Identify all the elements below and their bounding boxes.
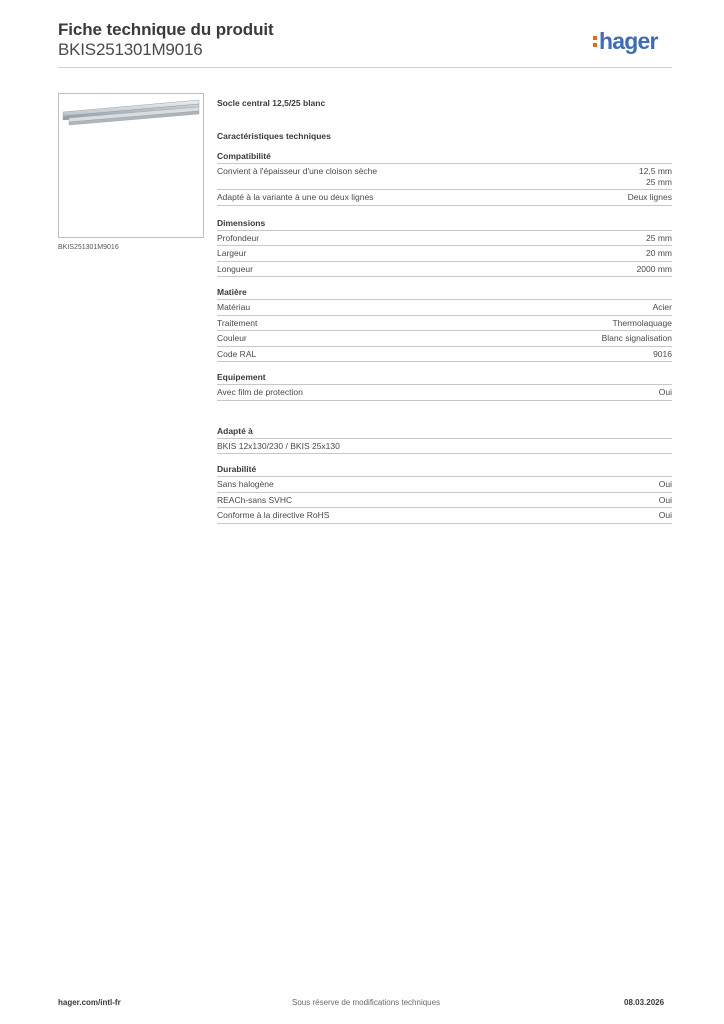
- spec-row: [217, 331, 672, 347]
- footer-date: 08.03.2026: [624, 998, 665, 1007]
- product-name: Socle central 12,5/25 blanc: [217, 98, 326, 108]
- spec-row: [217, 231, 672, 247]
- section-title: Adapté à: [217, 425, 672, 439]
- spec-row: [217, 347, 672, 363]
- product-image: [58, 93, 204, 238]
- spec-label: Adapté à la variante à une ou deux lignes: [217, 192, 374, 202]
- spec-value: [639, 166, 672, 187]
- spec-value: Blanc signalisation: [601, 333, 672, 343]
- spec-value-line: 12,5 mm: [638, 166, 672, 176]
- spec-row: [217, 164, 672, 190]
- footer-website-link[interactable]: hager.com/intl-fr: [58, 998, 121, 1007]
- spec-row: [217, 246, 672, 262]
- spec-label: Traitement: [217, 317, 258, 328]
- spec-label: Sans halogène: [217, 479, 274, 489]
- spec-value: Deux lignes: [627, 192, 672, 202]
- spec-row: [217, 300, 672, 316]
- logo-text: hager: [599, 28, 658, 54]
- tech-heading: Caractéristiques techniques: [217, 131, 331, 141]
- spec-value: 25 mm: [646, 232, 672, 243]
- spec-label: Code RAL: [217, 348, 257, 359]
- spec-row: [217, 262, 672, 278]
- spec-value-line: 25 mm: [646, 176, 672, 187]
- spec-row: [217, 477, 672, 493]
- spec-content: [217, 96, 672, 524]
- section-title: Matière: [217, 286, 672, 300]
- section-equipment: [217, 371, 672, 401]
- spec-label: Longueur: [217, 263, 253, 274]
- spec-row: [217, 316, 672, 332]
- spec-label: Matériau: [217, 302, 251, 312]
- spec-label: Conforme à la directive RoHS: [217, 510, 330, 520]
- hager-logo: [593, 28, 658, 55]
- spec-value: Thermolaquage: [612, 317, 672, 328]
- section-dimensions: [217, 217, 672, 278]
- rail-profile-icon: [59, 94, 203, 237]
- section-title: Dimensions: [217, 217, 672, 231]
- spec-value: 9016: [653, 348, 672, 359]
- section-title: Compatibilité: [217, 150, 672, 164]
- spec-label: Couleur: [217, 333, 247, 343]
- spec-label: Convient à l'épaisseur d'une cloison sèche: [217, 166, 378, 176]
- spec-row: [217, 439, 672, 455]
- spec-label: BKIS 12x130/230 / BKIS 25x130: [217, 440, 340, 451]
- page-title: Fiche technique du produit: [58, 20, 274, 39]
- section-title: Equipement: [217, 371, 672, 385]
- spec-row: [217, 508, 672, 524]
- spec-row: [217, 493, 672, 509]
- spec-value: Acier: [652, 302, 672, 312]
- spec-label: Largeur: [217, 248, 247, 258]
- spec-row: [217, 385, 672, 401]
- spec-value: Oui: [658, 479, 672, 489]
- spec-label: Avec film de protection: [217, 387, 303, 397]
- section-adapted-to: [217, 425, 672, 455]
- spec-value: 20 mm: [646, 248, 672, 258]
- spec-value: 2000 mm: [636, 263, 672, 274]
- spec-value: Oui: [658, 510, 672, 520]
- logo-dots-icon: [593, 36, 597, 47]
- spec-label: REACh-sans SVHC: [217, 494, 293, 505]
- footer-notice: Sous réserve de modifications techniques: [292, 998, 441, 1007]
- image-caption: BKIS251301M9016: [58, 244, 119, 251]
- spec-value: Oui: [658, 387, 672, 397]
- spec-row: [217, 190, 672, 206]
- section-material: [217, 286, 672, 362]
- header-divider: [58, 67, 672, 68]
- section-title: Durabilité: [217, 463, 672, 477]
- product-code: BKIS251301M9016: [58, 40, 203, 59]
- spec-label: Profondeur: [217, 232, 260, 243]
- section-durability: [217, 463, 672, 524]
- section-compatibility: [217, 150, 672, 206]
- spec-value: Oui: [658, 494, 672, 505]
